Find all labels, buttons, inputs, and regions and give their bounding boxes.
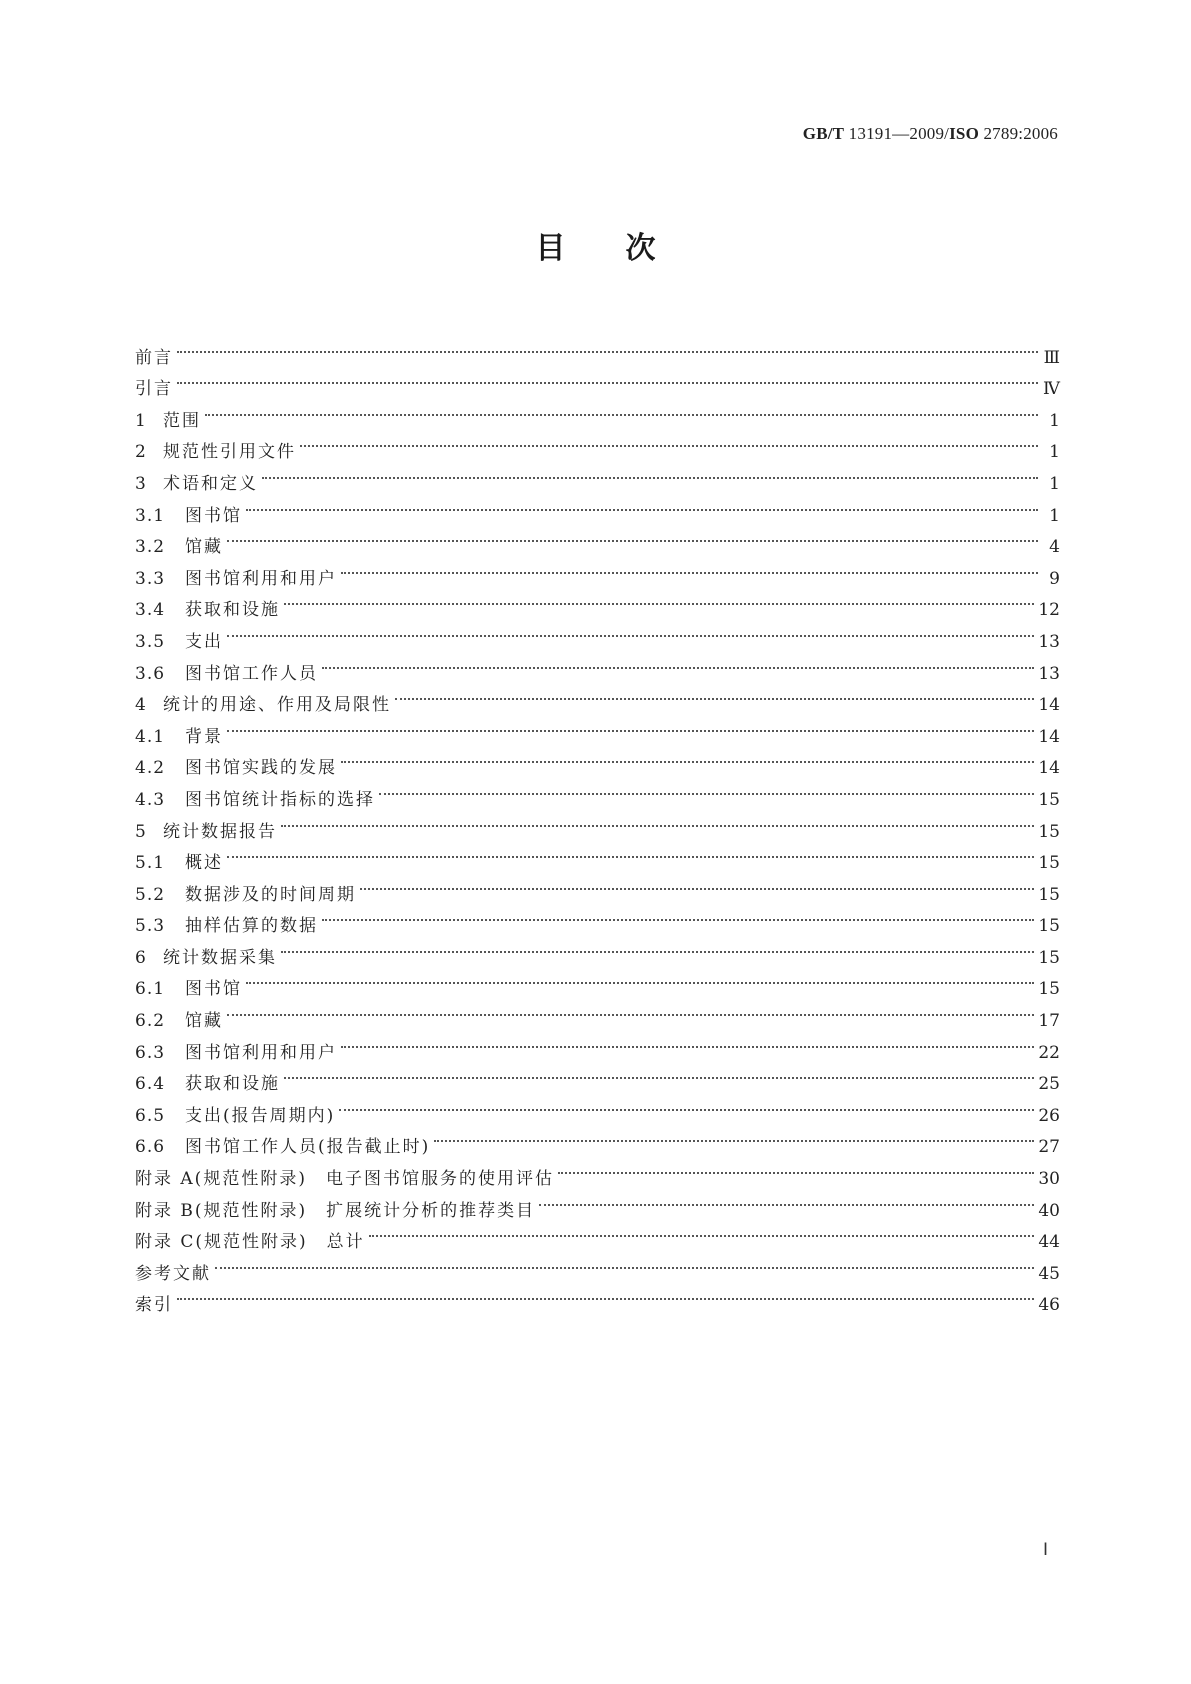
toc-entry[interactable]	[135, 837, 1060, 874]
toc-dot-leader	[339, 1089, 1034, 1121]
toc-entry-number: 3	[135, 473, 147, 494]
toc-entry[interactable]	[135, 1247, 1060, 1284]
toc-entry[interactable]	[135, 552, 1060, 589]
toc-entry-number: 6.4	[135, 1074, 166, 1095]
toc-entry-number: 5.2	[135, 884, 166, 905]
toc-entry[interactable]	[135, 868, 1060, 905]
toc-entry-page: 15	[1038, 979, 1060, 1000]
toc-entry-title: 图书馆统计指标的选择	[185, 789, 375, 810]
toc-dot-leader	[281, 931, 1034, 963]
toc-entry-label	[135, 532, 223, 564]
toc-dot-leader	[341, 1026, 1034, 1058]
toc-entry-page: 25	[1038, 1074, 1060, 1095]
toc-entry-number: 3.1	[135, 505, 166, 526]
toc-entry-label	[135, 659, 318, 691]
toc-dot-leader	[322, 900, 1034, 932]
toc-entry-number: 2	[135, 442, 147, 463]
toc-entry-title: 图书馆工作人员(报告截止时)	[185, 1137, 431, 1158]
toc-entry-number: 6.6	[135, 1137, 166, 1158]
toc-entry-page: 14	[1038, 695, 1060, 716]
toc-entry-label	[135, 627, 223, 659]
toc-dot-leader	[341, 742, 1034, 774]
toc-entry-page: 13	[1038, 663, 1060, 684]
toc-entry-number: 3.3	[135, 568, 166, 589]
toc-entry-number: 5	[135, 821, 147, 842]
toc-entry-title: 抽样估算的数据	[185, 916, 318, 937]
toc-entry-number: 3.2	[135, 537, 166, 558]
toc-entry-label	[135, 974, 242, 1006]
toc-dot-leader	[177, 1279, 1034, 1311]
toc-dot-leader	[227, 521, 1038, 553]
toc-entry-page: 1	[1049, 473, 1060, 494]
toc-entry-number: 6	[135, 947, 147, 968]
toc-entry-title: 附录 A(规范性附录) 电子图书馆服务的使用评估	[135, 1169, 554, 1190]
toc-dot-leader	[177, 331, 1038, 363]
toc-entry-title: 参考文献	[135, 1263, 211, 1284]
toc-entry-number: 3.6	[135, 663, 166, 684]
toc-entry[interactable]	[135, 426, 1060, 463]
toc-entry-title: 馆藏	[185, 537, 223, 558]
toc-dot-leader	[539, 1184, 1034, 1216]
toc-entry-title: 规范性引用文件	[163, 442, 296, 463]
doc-code-iso-number: 2789:2006	[979, 124, 1058, 143]
toc-entry-title: 范围	[163, 410, 201, 431]
toc-dot-leader	[360, 868, 1034, 900]
toc-entry-page: 15	[1038, 853, 1060, 874]
toc-entry[interactable]	[135, 394, 1060, 431]
toc-entry[interactable]	[135, 489, 1060, 526]
toc-entry-label	[135, 848, 223, 880]
toc-entry-page: 45	[1038, 1263, 1060, 1284]
toc-dot-leader	[177, 363, 1038, 395]
toc-entry[interactable]	[135, 1279, 1060, 1316]
toc-entry-page: 15	[1038, 916, 1060, 937]
toc-entry-title: 支出	[185, 631, 223, 652]
toc-entry[interactable]	[135, 615, 1060, 652]
toc-entry-title: 引言	[135, 379, 173, 400]
toc-entry-number: 5.3	[135, 916, 166, 937]
toc-entry-page: 15	[1038, 789, 1060, 810]
toc-entry-title: 统计数据采集	[163, 947, 277, 968]
doc-code-number: 13191—2009/	[844, 124, 950, 143]
toc-entry-number: 1	[135, 410, 147, 431]
toc-entry-number: 4.2	[135, 758, 166, 779]
page-number: Ⅰ	[1042, 1540, 1048, 1559]
toc-dot-leader	[246, 489, 1038, 521]
toc-entry-page: 1	[1049, 505, 1060, 526]
toc-entry-title: 图书馆	[185, 505, 242, 526]
toc-entry-title: 图书馆利用和用户	[185, 568, 337, 589]
toc-entry-label	[135, 406, 201, 438]
toc-entry-title: 统计数据报告	[163, 821, 277, 842]
toc-entry-title: 数据涉及的时间周期	[185, 884, 356, 905]
toc-entry-label	[135, 1101, 335, 1133]
toc-entry-title: 图书馆	[185, 979, 242, 1000]
toc-entry-label	[135, 343, 173, 375]
toc-dot-leader	[205, 394, 1038, 426]
toc-dot-leader	[300, 426, 1038, 458]
toc-entry-label	[135, 1290, 173, 1322]
toc-entry-title: 索引	[135, 1295, 173, 1316]
toc-entry-page: 46	[1038, 1295, 1060, 1316]
toc-dot-leader	[262, 457, 1038, 489]
toc-entry-label	[135, 1006, 223, 1038]
toc-entry-page: 17	[1038, 1011, 1060, 1032]
toc-dot-leader	[322, 647, 1034, 679]
toc-entry-label	[135, 374, 173, 406]
toc-entry-number: 6.3	[135, 1042, 166, 1063]
toc-entry-page: 9	[1049, 568, 1060, 589]
toc-entry-title: 图书馆实践的发展	[185, 758, 337, 779]
toc-entry-number: 6.1	[135, 979, 166, 1000]
table-of-contents	[135, 331, 1060, 1316]
toc-entry-label	[135, 469, 258, 501]
toc-dot-leader	[379, 773, 1034, 805]
toc-entry-page: 15	[1038, 947, 1060, 968]
toc-entry-page: 40	[1038, 1200, 1060, 1221]
toc-entry-page: 12	[1038, 600, 1060, 621]
toc-dot-leader	[284, 1058, 1034, 1090]
toc-entry-page: 30	[1038, 1169, 1060, 1190]
toc-entry-page: 44	[1038, 1232, 1060, 1253]
toc-dot-leader	[369, 1216, 1035, 1248]
toc-entry-number: 4.3	[135, 789, 166, 810]
toc-entry-title: 概述	[185, 853, 223, 874]
toc-entry[interactable]	[135, 647, 1060, 684]
toc-entry-label	[135, 753, 337, 785]
toc-entry-title: 获取和设施	[185, 600, 280, 621]
toc-entry[interactable]	[135, 710, 1060, 747]
toc-entry-page: 14	[1038, 726, 1060, 747]
page-title: 目次	[535, 231, 716, 266]
toc-entry-title: 统计的用途、作用及局限性	[163, 695, 391, 716]
toc-entry-page: 15	[1038, 821, 1060, 842]
toc-entry-page: 13	[1038, 631, 1060, 652]
toc-entry[interactable]	[135, 457, 1060, 494]
toc-entry-title: 附录 B(规范性附录) 扩展统计分析的推荐类目	[135, 1200, 536, 1221]
toc-dot-leader	[281, 805, 1034, 837]
toc-entry[interactable]	[135, 331, 1060, 368]
toc-entry-title: 获取和设施	[185, 1074, 280, 1095]
toc-entry-title: 图书馆工作人员	[185, 663, 318, 684]
toc-entry[interactable]	[135, 994, 1060, 1032]
toc-entry-number: 5.1	[135, 853, 166, 874]
toc-dot-leader	[434, 1121, 1034, 1153]
toc-dot-leader	[246, 963, 1034, 995]
toc-entry-page: 15	[1038, 884, 1060, 905]
toc-entry[interactable]	[135, 521, 1060, 558]
document-code	[803, 124, 1058, 144]
toc-entry-number: 6.2	[135, 1011, 166, 1032]
toc-entry[interactable]	[135, 363, 1060, 400]
toc-entry-page: 1	[1049, 410, 1060, 431]
toc-entry-label	[135, 1132, 430, 1164]
toc-entry-label	[135, 722, 223, 754]
toc-entry[interactable]	[135, 1026, 1060, 1063]
toc-entry-label	[135, 501, 242, 533]
toc-entry-title: 前言	[135, 347, 173, 368]
toc-entry-label	[135, 1164, 554, 1196]
toc-entry-title: 背景	[185, 726, 223, 747]
toc-entry-title: 支出(报告周期内)	[185, 1105, 336, 1126]
toc-entry-title: 术语和定义	[163, 473, 258, 494]
toc-entry-page: 14	[1038, 758, 1060, 779]
toc-dot-leader	[227, 710, 1034, 742]
toc-dot-leader	[395, 679, 1034, 711]
toc-entry-page: Ⅲ	[1043, 347, 1060, 368]
toc-entry-number: 4	[135, 695, 147, 716]
toc-entry-number: 3.5	[135, 631, 166, 652]
toc-entry-title: 附录 C(规范性附录) 总计	[135, 1232, 365, 1253]
toc-entry-page: 26	[1038, 1105, 1060, 1126]
toc-dot-leader	[227, 994, 1034, 1026]
toc-entry-page: 4	[1049, 537, 1060, 558]
toc-entry-number: 4.1	[135, 726, 166, 747]
toc-entry-number: 3.4	[135, 600, 166, 621]
toc-dot-leader	[341, 552, 1038, 584]
doc-code-iso: ISO	[949, 124, 980, 143]
toc-entry-page: 1	[1049, 442, 1060, 463]
toc-entry-title: 馆藏	[185, 1011, 223, 1032]
toc-entry-label	[135, 1069, 280, 1101]
toc-entry-page: Ⅳ	[1043, 379, 1060, 400]
toc-entry-page: 22	[1038, 1042, 1060, 1063]
toc-entry-title: 图书馆利用和用户	[185, 1042, 337, 1063]
toc-dot-leader	[227, 837, 1034, 869]
toc-entry[interactable]	[135, 963, 1060, 1000]
toc-entry-number: 6.5	[135, 1105, 166, 1126]
toc-entry[interactable]	[135, 742, 1060, 779]
doc-code-gbt: GB/T	[802, 124, 845, 143]
toc-dot-leader	[215, 1247, 1034, 1279]
toc-dot-leader	[227, 615, 1034, 647]
toc-entry-page: 27	[1038, 1137, 1060, 1158]
toc-dot-leader	[284, 584, 1034, 616]
toc-dot-leader	[558, 1152, 1034, 1184]
